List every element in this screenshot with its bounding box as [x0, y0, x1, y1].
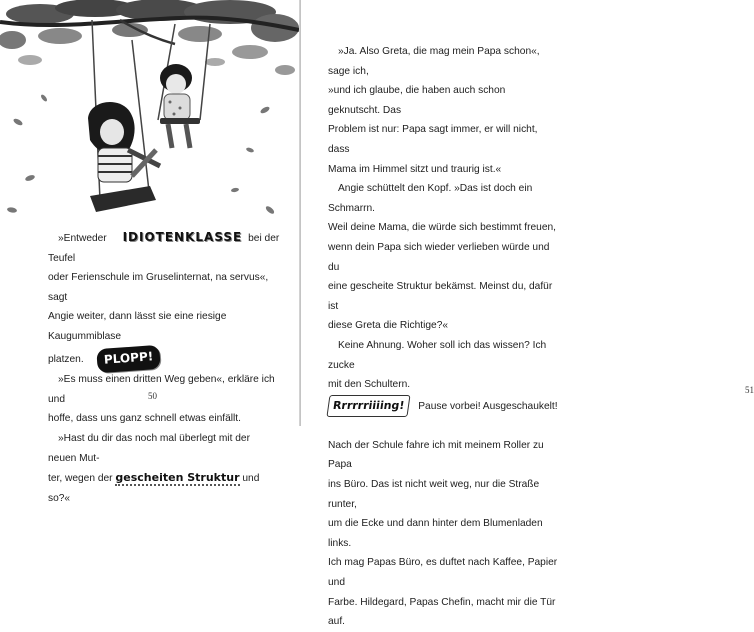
girl-on-front-swing: [88, 102, 160, 182]
right-line: eine gescheite Struktur bekämst. Meinst du, dafür ist: [328, 281, 553, 312]
rrring-sound-effect: Rrrrrriiiing!: [326, 395, 410, 417]
right-line: um die Ecke und dann hinter dem Blumenladen links.: [328, 518, 543, 549]
right-line: Mama im Himmel sitzt und traurig ist.«: [328, 163, 502, 175]
right-line: Angie schüttelt den Kopf. »Das ist doch ein Schmarrn.: [328, 183, 533, 214]
idiotenklasse-lettering: IDIOTENKLASSE: [122, 230, 243, 244]
right-line: mit den Schultern.: [328, 379, 411, 391]
right-line: ins Büro. Das ist nicht weit weg, nur die Straße runter,: [328, 479, 540, 510]
right-line: Keine Ahnung. Woher soll ich das wissen? Ich zucke: [328, 339, 547, 371]
paragraph-1-line-1: [48, 228, 280, 268]
right-line: Farbe. Hildegard, Papas Chefin, macht mir die Tür auf.: [328, 596, 556, 628]
plopp-sound-effect: PLOPP!: [96, 344, 161, 372]
text-segment: Pause vorbei! Ausgeschaukelt!: [418, 400, 558, 412]
paragraph-gap: [328, 416, 558, 436]
tree-foliage: [0, 0, 299, 75]
paragraph-1-line-4: [48, 347, 280, 371]
text-segment: ter, wegen der: [48, 473, 113, 485]
gescheiten-struktur-lettering: gescheiten Struktur: [115, 471, 240, 485]
page-number-right: 51: [745, 385, 754, 395]
right-line: Weil deine Mama, die würde sich bestimmt freuen,: [328, 222, 556, 234]
paragraph-1-line-3: Angie weiter, dann lässt sie eine riesige Kaugummiblase: [48, 311, 227, 342]
right-line: Ich mag Papas Büro, es duftet nach Kaffee, Papier und: [328, 557, 558, 589]
right-line: Nach der Schule fahre ich mit meinem Roller zu Papa: [328, 439, 544, 471]
paragraph-2-line-2: hoffe, dass uns ganz schnell etwas einfällt.: [48, 413, 241, 425]
text-segment: und so?«: [48, 473, 260, 504]
paragraph-1-line-2: oder Ferienschule im Gruselinternat, na servus«, sagt: [48, 272, 269, 303]
left-page-text: [48, 228, 280, 508]
paragraph-3-line-2: [48, 468, 280, 508]
paragraph-2-line-1: »Es muss einen dritten Weg geben«, erkläre ich und: [48, 374, 275, 405]
swing-illustration: [0, 0, 299, 228]
right-line: »und ich glaube, die haben auch schon geknutscht. Das: [328, 85, 506, 116]
right-line: »Ja. Also Greta, die mag mein Papa schon«, sage ich,: [328, 46, 540, 77]
right-page-text: [328, 42, 558, 632]
right-line: diese Greta die Richtige?«: [328, 320, 449, 332]
right-line: Problem ist nur: Papa sagt immer, er will nicht, dass: [328, 124, 538, 155]
text-segment: »Entweder: [58, 233, 107, 244]
page-number-left: 50: [148, 391, 157, 401]
right-line: wenn dein Papa sich wieder verlieben würde und du: [328, 241, 550, 273]
girl-on-back-swing: [160, 64, 200, 148]
left-page: [0, 0, 299, 504]
text-segment: platzen.: [48, 353, 84, 365]
text-segment: bei der Teufel: [48, 233, 280, 264]
paragraph-3-line-1: »Hast du dir das noch mal überlegt mit der neuen Mut-: [48, 432, 250, 464]
bell-line: [328, 395, 558, 417]
